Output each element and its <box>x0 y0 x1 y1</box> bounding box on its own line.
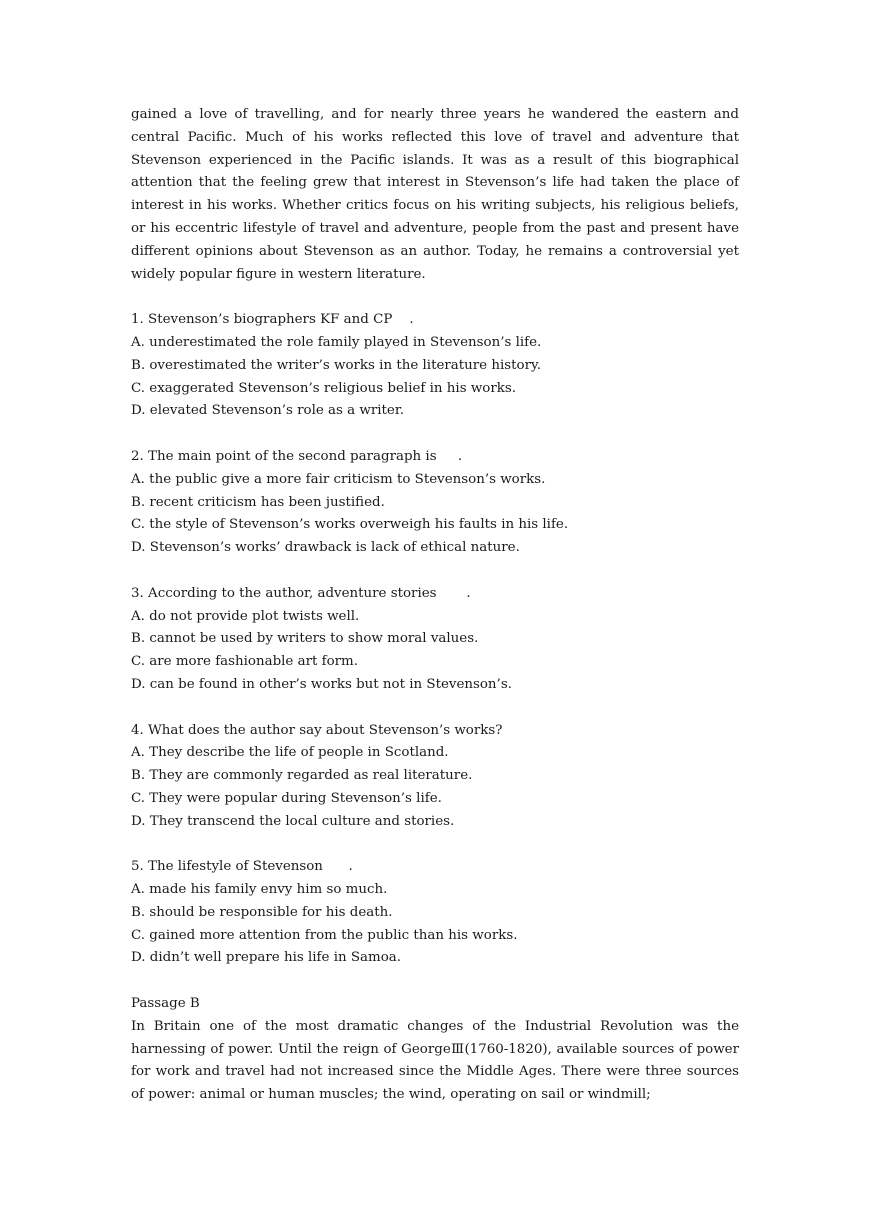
question-5 <box>131 856 739 970</box>
option-a: A. do not provide plot twists well. <box>131 608 360 624</box>
question-stem: 4. What does the author say about Stevenson’s works? <box>131 722 503 738</box>
option-b: B. They are commonly regarded as real literature. <box>131 768 473 784</box>
passage-b-paragraph: In Britain one of the most dramatic changes of the Industrial Revolution was the harnessing of power. Until the reign of GeorgeⅢ(1760-1820), available sources of power for work and travel had not increased since the Middle Ages. There were three sources of power: animal or human muscles; the wind, operating on sail or windmill; <box>131 1018 739 1103</box>
option-a: A. They describe the life of people in Scotland. <box>131 745 449 761</box>
option-a: A. underestimated the role family played in Stevenson’s life. <box>131 334 542 350</box>
option-d: D. can be found in other’s works but not in Stevenson’s. <box>131 676 512 692</box>
question-stem: 1. Stevenson’s biographers KF and CP . <box>131 312 414 328</box>
option-c: C. the style of Stevenson’s works overweigh his faults in his life. <box>131 517 569 533</box>
question-2 <box>131 446 739 560</box>
option-b: B. recent criticism has been justified. <box>131 494 385 510</box>
intro-paragraph: gained a love of travelling, and for nearly three years he wandered the eastern and central Pacific. Much of his works reflected this love of travel and adventure that Stevenson experienced in the Pacific islands. It was as a result of this biographical attention that the feeling grew that interest in Stevenson’s life had taken the place of interest in his works. Whether critics focus on his writing subjects, his religious beliefs, or his eccentric lifestyle of travel and adventure, people from the past and present have different opinions about Stevenson as an author. Today, he remains a controversial yet widely popular figure in western literature. <box>131 107 739 282</box>
option-d: D. didn’t well prepare his life in Samoa. <box>131 950 402 966</box>
option-d: D. elevated Stevenson’s role as a writer. <box>131 403 405 419</box>
question-stem: 3. According to the author, adventure stories . <box>131 585 471 601</box>
option-b: B. cannot be used by writers to show moral values. <box>131 631 479 647</box>
option-a: A. made his family envy him so much. <box>131 882 388 898</box>
question-1 <box>131 309 739 423</box>
option-b: B. overestimated the writer’s works in the literature history. <box>131 357 542 373</box>
passage-b <box>131 993 739 1107</box>
question-3 <box>131 583 739 697</box>
question-stem: 5. The lifestyle of Stevenson . <box>131 859 353 875</box>
option-c: C. gained more attention from the public than his works. <box>131 927 518 943</box>
question-stem: 2. The main point of the second paragraph is . <box>131 448 463 464</box>
question-4 <box>131 720 739 834</box>
option-c: C. They were popular during Stevenson’s life. <box>131 790 442 806</box>
option-a: A. the public give a more fair criticism to Stevenson’s works. <box>131 471 546 487</box>
option-b: B. should be responsible for his death. <box>131 904 393 920</box>
option-c: C. exaggerated Stevenson’s religious belief in his works. <box>131 380 516 396</box>
option-d: D. They transcend the local culture and stories. <box>131 813 455 829</box>
passage-title: Passage B <box>131 996 200 1012</box>
option-d: D. Stevenson’s works’ drawback is lack of ethical nature. <box>131 540 520 556</box>
document-page <box>131 104 739 1107</box>
option-c: C. are more fashionable art form. <box>131 654 359 670</box>
